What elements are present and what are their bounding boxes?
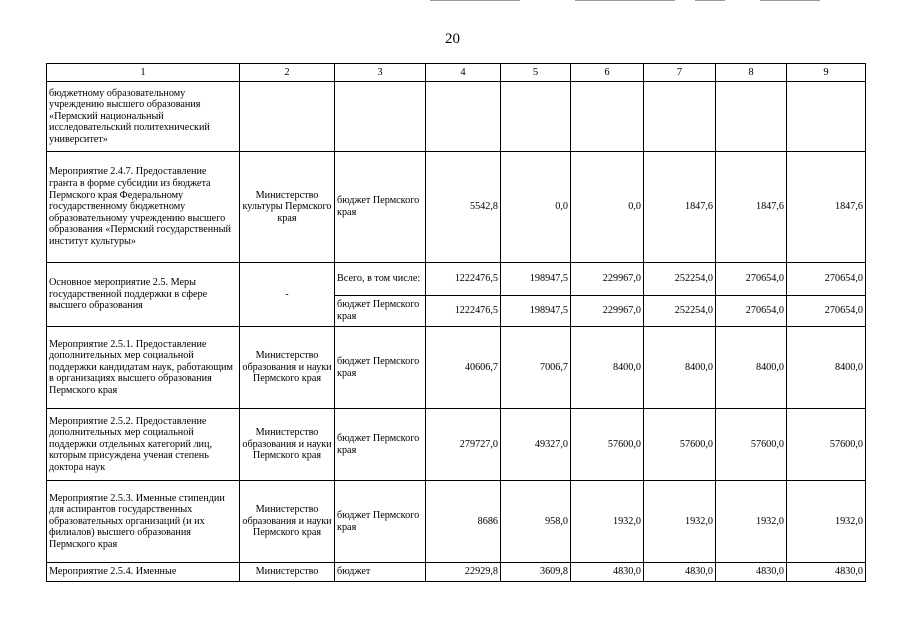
measure-description: Мероприятие 2.4.7. Предоставление гранта в форме субсидии из бюджета Пермского края Федеральному государственному бюджетному образовательному учреждению высшего образования «Пермский государственный институт культуры» xyxy=(47,152,240,263)
value-cell: 229967,0 xyxy=(571,296,644,327)
top-rule-3 xyxy=(695,0,725,1)
page-number: 20 xyxy=(445,31,460,47)
column-header: 1 xyxy=(47,64,240,82)
value-cell: 57600,0 xyxy=(787,409,866,481)
measure-description: Мероприятие 2.5.4. Именные xyxy=(47,563,240,582)
budget-table xyxy=(46,63,866,582)
value-cell: 1932,0 xyxy=(644,481,716,563)
value-cell: 1932,0 xyxy=(716,481,787,563)
table-row xyxy=(47,563,866,582)
measure-description: бюджетному образовательному учреждению высшего образования «Пермский национальный исследовательский политехнический университет» xyxy=(47,82,240,152)
value-cell: 4830,0 xyxy=(787,563,866,582)
value-cell: 1847,6 xyxy=(644,152,716,263)
value-cell: 1222476,5 xyxy=(426,296,501,327)
value-cell: 270654,0 xyxy=(787,296,866,327)
measure-description: Основное мероприятие 2.5. Меры государственной поддержки в сфере высшего образования xyxy=(47,263,240,327)
value-cell: 1932,0 xyxy=(571,481,644,563)
executor-cell: Министерство образования и науки Пермского края xyxy=(240,327,335,409)
table-header-row xyxy=(47,64,866,82)
executor-cell: Министерство образования и науки Пермского края xyxy=(240,409,335,481)
value-cell xyxy=(571,82,644,152)
executor-cell: - xyxy=(240,263,335,327)
value-cell xyxy=(644,82,716,152)
value-cell: 4830,0 xyxy=(571,563,644,582)
value-cell: 57600,0 xyxy=(571,409,644,481)
funding-source-cell: бюджет Пермского края xyxy=(335,296,426,327)
value-cell: 270654,0 xyxy=(787,263,866,296)
funding-source-cell: бюджет Пермского края xyxy=(335,152,426,263)
value-cell: 270654,0 xyxy=(716,263,787,296)
value-cell: 7006,7 xyxy=(501,327,571,409)
executor-cell: Министерство xyxy=(240,563,335,582)
table-row xyxy=(47,327,866,409)
measure-description: Мероприятие 2.5.2. Предоставление дополнительных мер социальной поддержки отдельных категорий лиц, которым присуждена ученая степень доктора наук xyxy=(47,409,240,481)
value-cell: 1847,6 xyxy=(716,152,787,263)
value-cell: 0,0 xyxy=(571,152,644,263)
top-rule-1 xyxy=(430,0,520,1)
funding-source-cell: бюджет Пермского края xyxy=(335,327,426,409)
value-cell: 3609,8 xyxy=(501,563,571,582)
value-cell: 22929,8 xyxy=(426,563,501,582)
column-header: 2 xyxy=(240,64,335,82)
column-header: 5 xyxy=(501,64,571,82)
value-cell: 8400,0 xyxy=(716,327,787,409)
value-cell: 8686 xyxy=(426,481,501,563)
value-cell: 0,0 xyxy=(501,152,571,263)
value-cell: 4830,0 xyxy=(644,563,716,582)
value-cell xyxy=(501,82,571,152)
funding-source-cell: Всего, в том числе: xyxy=(335,263,426,296)
column-header: 7 xyxy=(644,64,716,82)
table-row xyxy=(47,409,866,481)
value-cell: 958,0 xyxy=(501,481,571,563)
executor-cell xyxy=(240,82,335,152)
value-cell: 40606,7 xyxy=(426,327,501,409)
top-rule-2 xyxy=(575,0,675,1)
value-cell: 8400,0 xyxy=(644,327,716,409)
column-header: 9 xyxy=(787,64,866,82)
value-cell xyxy=(787,82,866,152)
value-cell: 57600,0 xyxy=(644,409,716,481)
value-cell: 198947,5 xyxy=(501,263,571,296)
value-cell: 279727,0 xyxy=(426,409,501,481)
table-row xyxy=(47,481,866,563)
column-header: 3 xyxy=(335,64,426,82)
funding-source-cell xyxy=(335,82,426,152)
value-cell: 1222476,5 xyxy=(426,263,501,296)
executor-cell: Министерство культуры Пермского края xyxy=(240,152,335,263)
funding-source-cell: бюджет xyxy=(335,563,426,582)
table-row xyxy=(47,82,866,152)
value-cell: 8400,0 xyxy=(787,327,866,409)
value-cell: 1847,6 xyxy=(787,152,866,263)
table-row xyxy=(47,263,866,296)
column-header: 6 xyxy=(571,64,644,82)
measure-description: Мероприятие 2.5.3. Именные стипендии для аспирантов государственных образовательных организаций (и их филиалов) высшего образования Пермского края xyxy=(47,481,240,563)
top-rule-4 xyxy=(760,0,820,1)
column-header: 4 xyxy=(426,64,501,82)
value-cell: 57600,0 xyxy=(716,409,787,481)
funding-source-cell: бюджет Пермского края xyxy=(335,409,426,481)
value-cell xyxy=(716,82,787,152)
value-cell: 5542,8 xyxy=(426,152,501,263)
value-cell: 1932,0 xyxy=(787,481,866,563)
column-header: 8 xyxy=(716,64,787,82)
value-cell: 252254,0 xyxy=(644,296,716,327)
executor-cell: Министерство образования и науки Пермского края xyxy=(240,481,335,563)
value-cell: 49327,0 xyxy=(501,409,571,481)
table-row xyxy=(47,152,866,263)
measure-description: Мероприятие 2.5.1. Предоставление дополнительных мер социальной поддержки кандидатам наук, работающим в организациях высшего образования Пермского края xyxy=(47,327,240,409)
value-cell: 8400,0 xyxy=(571,327,644,409)
value-cell: 4830,0 xyxy=(716,563,787,582)
value-cell: 198947,5 xyxy=(501,296,571,327)
value-cell: 229967,0 xyxy=(571,263,644,296)
value-cell: 270654,0 xyxy=(716,296,787,327)
value-cell xyxy=(426,82,501,152)
funding-source-cell: бюджет Пермского края xyxy=(335,481,426,563)
value-cell: 252254,0 xyxy=(644,263,716,296)
